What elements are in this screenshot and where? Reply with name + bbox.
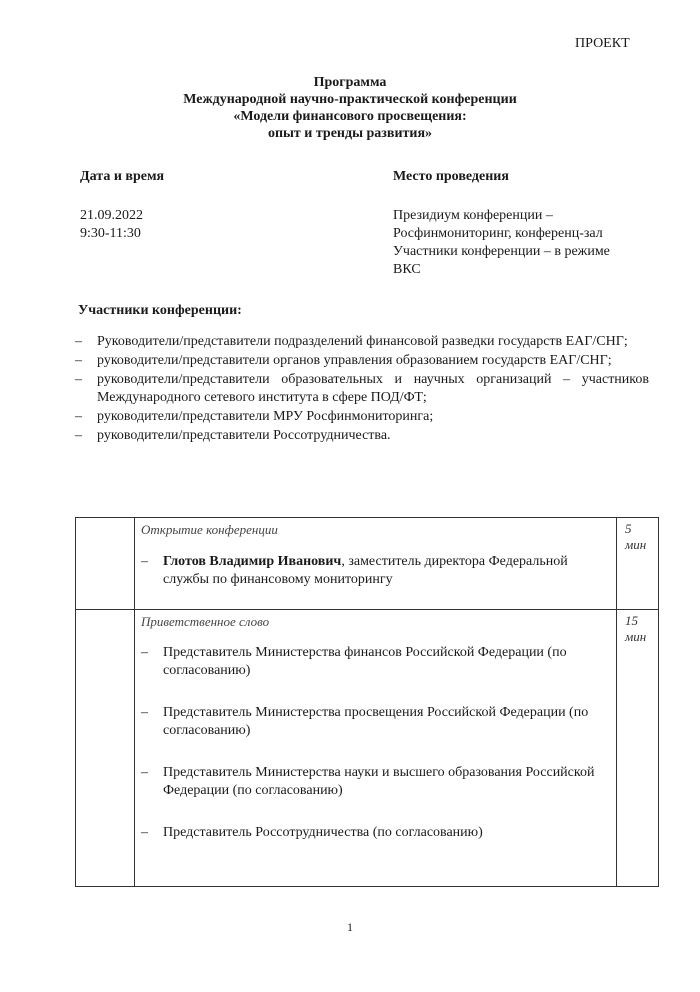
dash-bullet: – [75,353,82,368]
dash-bullet: – [75,428,82,443]
speaker-list [135,553,616,589]
content-cell [135,518,617,610]
dash-bullet: – [141,554,148,569]
table-row [76,518,659,610]
program-table [75,517,659,887]
title-line: Программа [313,75,387,90]
list-item [135,824,608,842]
speaker-name: Глотов Владимир Иванович [163,554,342,569]
duration-cell [617,610,659,887]
list-item-text: Представитель Министерства просвещения Российской Федерации (по согласованию) [163,705,589,738]
list-item-text: Представитель Россотрудничества (по согласованию) [163,825,483,840]
venue-line: Участники конференции – в режиме [393,244,610,259]
list-item-text: руководители/представители образовательных и научных организаций – участников Международного сетевого института в сфере ПОД/ФТ; [97,372,649,405]
venue-line: Росфинмониторинг, конференц-зал [393,226,603,241]
venue-line: Президиум конференции – [393,208,553,223]
title-line: опыт и тренды развития» [267,126,433,141]
duration-unit: мин [625,537,647,552]
venue-header: Место проведения [393,169,509,184]
duration-unit: мин [625,629,647,644]
draft-stamp: ПРОЕКТ [575,36,630,51]
event-date: 21.09.2022 [80,208,143,223]
list-item-text: Представитель Министерства финансов Российской Федерации (по согласованию) [163,645,567,678]
document-title [0,74,700,142]
duration [625,613,658,645]
date-time-header: Дата и время [80,169,165,184]
list-item-text: Руководители/представители подразделений финансовой разведки государств ЕАГ/СНГ; [97,334,628,349]
participants-list [75,333,649,446]
list-item-text: руководители/представители органов управления образованием государств ЕАГ/СНГ; [97,353,612,368]
page-number: 1 [347,920,353,934]
venue-block [393,207,655,279]
list-item [75,352,649,370]
section-title: Открытие конференции [141,522,278,537]
dash-bullet: – [141,765,148,780]
speaker-list [135,644,616,842]
list-item [135,644,608,680]
duration-value: 15 [625,613,638,628]
content-cell [135,610,617,887]
list-item [75,333,649,351]
dash-bullet: – [75,372,82,387]
list-item [75,427,649,445]
time-cell [76,610,135,887]
venue-line: ВКС [393,262,421,277]
time-cell [76,518,135,610]
list-item-text: Представитель Министерства науки и высшего образования Российской Федерации (по согласованию) [163,765,595,798]
speaker-role: , заместитель директора Федеральной службы по финансовому мониторингу [163,554,568,587]
title-line: Международной научно-практической конференции [183,92,517,107]
event-time: 9:30-11:30 [80,226,141,241]
dash-bullet: – [141,645,148,660]
list-item [75,408,649,426]
list-item [135,764,608,800]
list-item [135,704,608,740]
section-title: Приветственное слово [141,614,270,629]
dash-bullet: – [141,705,148,720]
list-item-text: руководители/представители Россотрудничества. [97,428,391,443]
duration-value: 5 [625,521,632,536]
dash-bullet: – [75,334,82,349]
duration-cell [617,518,659,610]
table-row [76,610,659,887]
title-line: «Модели финансового просвещения: [233,109,467,124]
duration [625,521,658,553]
list-item [135,553,608,589]
participants-header: Участники конференции: [78,303,242,318]
date-block [80,207,143,243]
list-item [75,371,649,407]
dash-bullet: – [75,409,82,424]
dash-bullet: – [141,825,148,840]
list-item-text: руководители/представители МРУ Росфинмониторинга; [97,409,434,424]
